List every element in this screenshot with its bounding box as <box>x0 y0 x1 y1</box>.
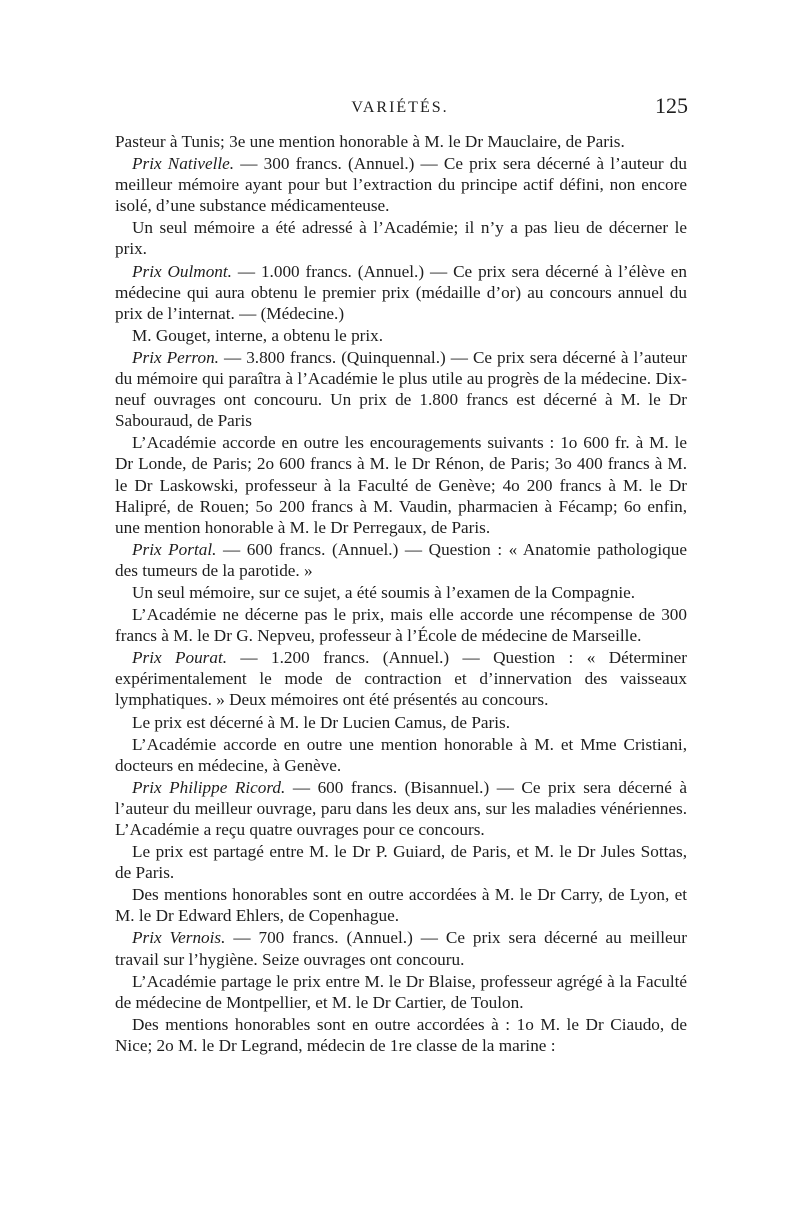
paragraph: Prix Oulmont. — 1.000 francs. (Annuel.) — Ce prix sera décerné à l’élève en médecine qui aura obtenu le premier prix (médaille d’or) au concours annuel du prix de l’internat. — (Médecine.) <box>115 261 687 323</box>
body-text <box>115 131 687 1057</box>
paragraph: Prix Nativelle. — 300 francs. (Annuel.) — Ce prix sera décerné à l’auteur du meilleur mémoire ayant pour but l’extraction du principe actif défini, non encore isolé, d’une substance médicamenteuse. <box>115 154 687 216</box>
paragraph: Des mentions honorables sont en outre accordées à : 1o M. le Dr Ciaudo, de Nice; 2o M. le Dr Legrand, médecin de 1re classe de la marine : <box>115 1014 687 1055</box>
running-title: VARIÉTÉS. <box>351 99 449 116</box>
prize-name: Prix Pourat. <box>132 648 228 668</box>
prize-name: Prix Oulmont. <box>132 261 232 281</box>
paragraph: L’Académie accorde en outre une mention honorable à M. et Mme Cristiani, docteurs en médecine, à Genève. <box>115 734 687 775</box>
paragraph: Des mentions honorables sont en outre accordées à M. le Dr Carry, de Lyon, et M. le Dr Edward Ehlers, de Copenhague. <box>115 885 687 926</box>
paragraph: L’Académie accorde en outre les encouragements suivants : 1o 600 fr. à M. le Dr Londe, de Paris; 2o 600 francs à M. le Dr Rénon, de Paris; 3o 400 francs à M. le Dr Laskowski, professeur à la Faculté de Genève; 4o 200 francs à M. le Dr Halipré, de Rouen; 5o 200 francs à M. Vaudin, pharmacien à Fécamp; 6o enfin, une mention honorable à M. le Dr Perregaux, de Paris. <box>115 433 687 537</box>
paragraph: Un seul mémoire, sur ce sujet, a été soumis à l’examen de la Compagnie. <box>132 582 636 602</box>
paragraph: L’Académie partage le prix entre M. le Dr Blaise, professeur agrégé à la Faculté de médecine de Montpellier, et M. le Dr Cartier, de Toulon. <box>115 971 687 1012</box>
paragraph: Le prix est partagé entre M. le Dr P. Guiard, de Paris, et M. le Dr Jules Sottas, de Paris. <box>115 842 687 883</box>
paragraph: Prix Pourat. — 1.200 francs. (Annuel.) — Question : « Déterminer expérimentalement le mode de contraction et d’innervation des vaisseaux lymphatiques. » Deux mémoires ont été présentés au concours. <box>115 648 687 710</box>
page-number: 125 <box>655 93 688 118</box>
paragraph: Un seul mémoire a été adressé à l’Académie; il n’y a pas lieu de décerner le prix. <box>115 218 687 259</box>
paragraph: Prix Vernois. — 700 francs. (Annuel.) — Ce prix sera décerné au meilleur travail sur l’hygiène. Seize ouvrages ont concouru. <box>115 928 687 969</box>
paragraph: Prix Philippe Ricord. — 600 francs. (Bisannuel.) — Ce prix sera décerné à l’auteur du meilleur ouvrage, paru dans les deux ans, sur les maladies vénériennes. L’Académie a reçu quatre ouvrages pour ce concours. <box>115 777 688 839</box>
paragraph: M. Gouget, interne, a obtenu le prix. <box>132 325 384 345</box>
paragraph: Prix Perron. — 3.800 francs. (Quinquennal.) — Ce prix sera décerné à l’auteur du mémoire qui paraîtra à l’Académie le plus utile au progrès de la médecine. Dix-neuf ouvrages ont concouru. Un prix de 1.800 francs est décerné à M. le Dr Sabouraud, de Paris <box>115 347 687 431</box>
paragraph: Pasteur à Tunis; 3e une mention honorable à M. le Dr Mauclaire, de Paris. <box>115 132 625 151</box>
paragraph: Prix Portal. — 600 francs. (Annuel.) — Question : « Anatomie pathologique des tumeurs de la parotide. » <box>115 539 687 580</box>
paragraph: Le prix est décerné à M. le Dr Lucien Camus, de Paris. <box>132 712 510 732</box>
prize-name: Prix Perron. <box>132 347 219 367</box>
prize-name: Prix Nativelle. <box>132 154 235 174</box>
prize-name: Prix Vernois. <box>132 928 226 948</box>
prize-name: Prix Portal. <box>132 539 217 559</box>
prize-name: Prix Philippe Ricord. <box>132 777 286 797</box>
paragraph: L’Académie ne décerne pas le prix, mais elle accorde une récompense de 300 francs à M. le Dr G. Nepveu, professeur à l’École de médecine de Marseille. <box>115 605 687 646</box>
